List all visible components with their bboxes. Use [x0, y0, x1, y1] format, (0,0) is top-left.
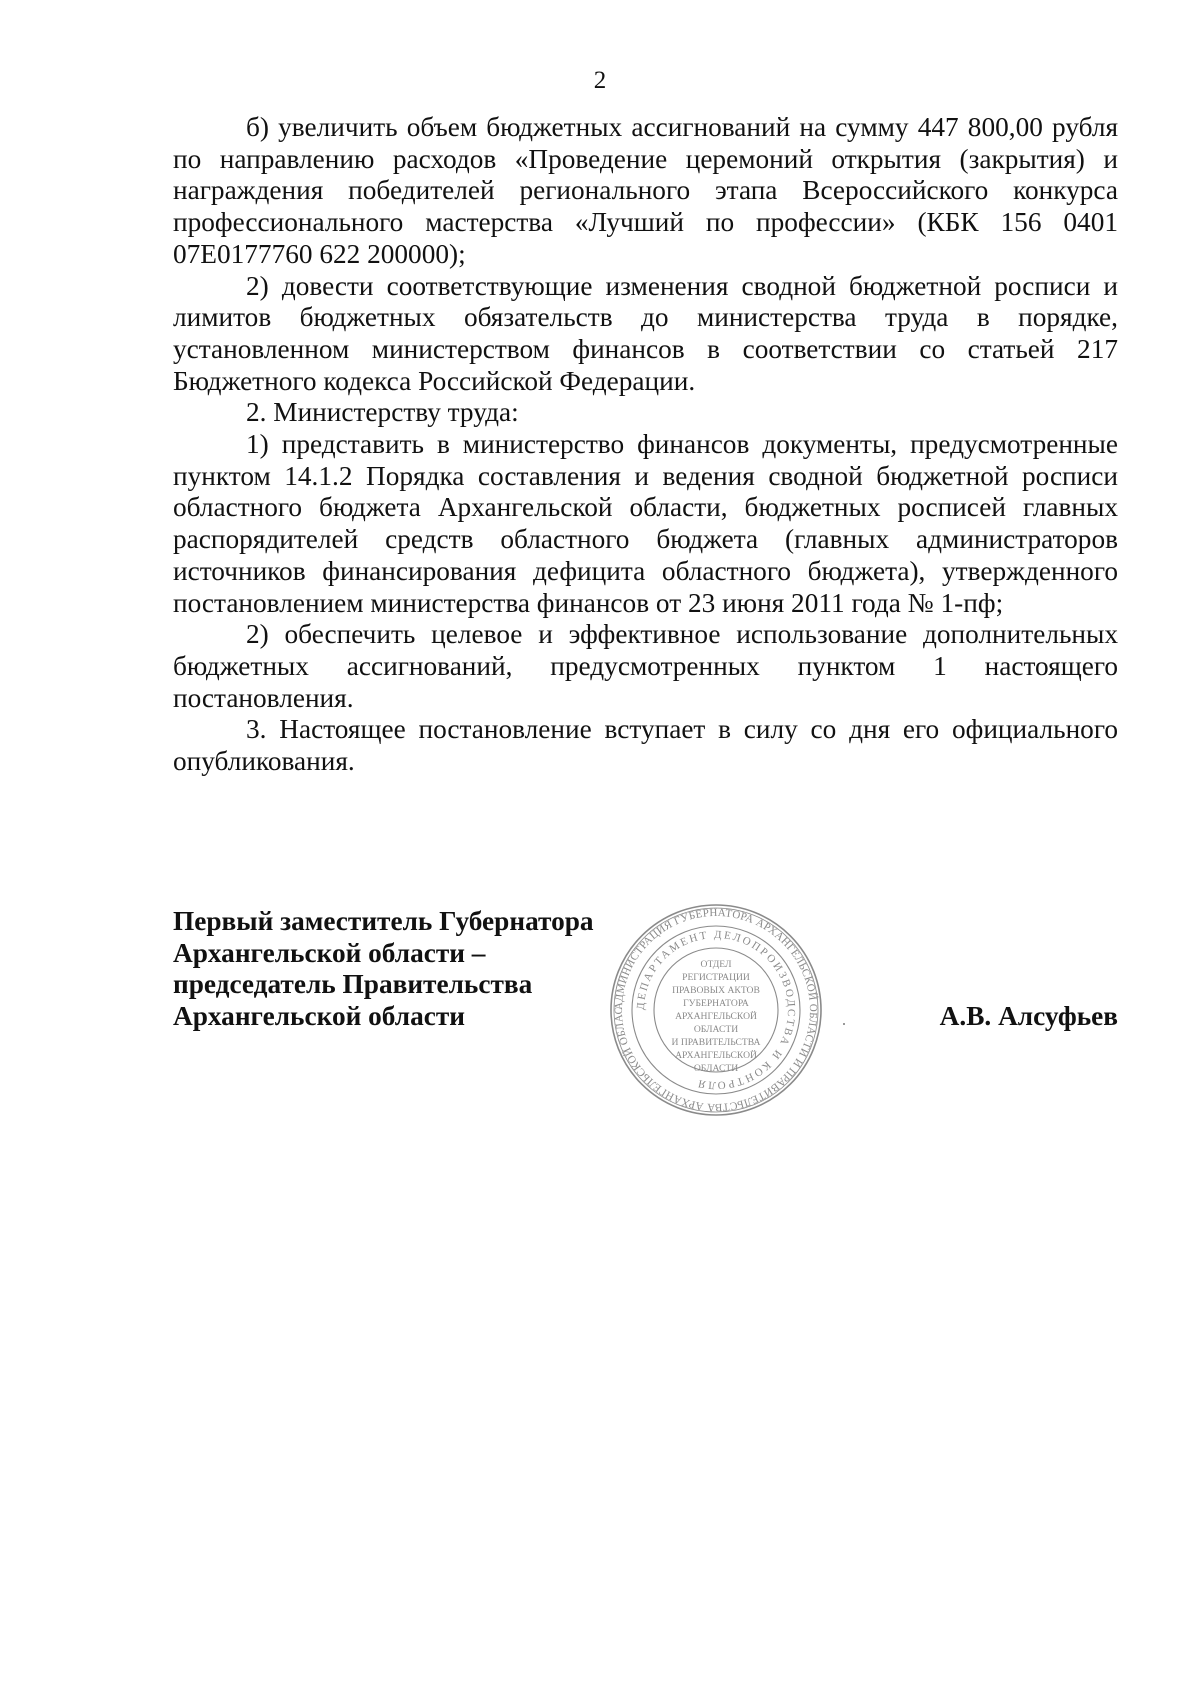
paragraph-ensure-use: 2) обеспечить целевое и эффективное использование дополнительных бюджетных ассигнований, предусмотренных пунктом 1 настоящего постановления.	[173, 619, 1118, 713]
paragraph-bring-changes: 2) довести соответствующие изменения сводной бюджетной росписи и лимитов бюджетных обязательств до министерства труда в порядке, установленном министерством финансов в соответствии со статьей 217 Бюджетного кодекса Российской Федерации.	[173, 270, 1118, 396]
seal-middle-text: ДЕПАРТАМЕНТ ДЕЛОПРОИЗВОДСТВА И КОНТРОЛЯ	[634, 928, 798, 1092]
paragraph-entry-into-force: 3. Настоящее постановление вступает в силу со дня его официального опубликования.	[173, 714, 1118, 777]
seal-center-line: ГУБЕРНАТОРА	[683, 998, 749, 1009]
official-seal	[608, 902, 824, 1118]
seal-center-line: РЕГИСТРАЦИИ	[682, 972, 750, 983]
seal-center-line: АРХАНГЕЛЬСКОЙ	[675, 1050, 757, 1061]
seal-graphic	[608, 902, 824, 1118]
paragraph-ministry-of-labor: 2. Министерству труда:	[246, 397, 519, 428]
seal-center-line: ОТДЕЛ	[700, 959, 732, 970]
signatory-title-line: Архангельской области	[173, 1000, 465, 1031]
signatory-title-line: Архангельской области –	[173, 937, 486, 968]
scan-speck	[843, 1023, 845, 1025]
signatory-title-line: Первый заместитель Губернатора	[173, 906, 594, 936]
signatory-title-line: председатель Правительства	[173, 969, 533, 999]
signatory-title	[173, 906, 594, 1032]
seal-center-line: ОБЛАСТИ	[693, 1024, 739, 1035]
seal-center-line: И ПРАВИТЕЛЬСТВА	[671, 1037, 761, 1048]
paragraph-submit-documents: 1) представить в министерство финансов документы, предусмотренные пунктом 14.1.2 Порядка составления и ведения сводной бюджетной росписи областного бюджета Архангельской области, бюджетных росписей главных распорядителей средств областного бюджета (главных администраторов источников финансирования дефицита областного бюджета), утвержденного постановлением министерства финансов от 23 июня 2011 года № 1-пф;	[173, 429, 1118, 618]
document-body	[173, 112, 1118, 778]
seal-center-line: ОБЛАСТИ	[693, 1063, 739, 1074]
signatory-name: А.В. Алсуфьев	[939, 1001, 1118, 1031]
seal-center-line: ПРАВОВЫХ АКТОВ	[672, 985, 760, 996]
seal-center-line: АРХАНГЕЛЬСКОЙ	[675, 1011, 757, 1022]
page-number: 2	[593, 67, 607, 94]
seal-outer-text: АДМИНИСТРАЦИЯ ГУБЕРНАТОРА АРХАНГЕЛЬСКОЙ ОБЛАСТИ И ПРАВИТЕЛЬСТВА АРХАНГЕЛЬСКОЙ ОБЛАС	[612, 906, 820, 1114]
paragraph-increase-allocations: б) увеличить объем бюджетных ассигнований на сумму 447 800,00 рубля по направлению расходов «Проведение церемоний открытия (закрытия) и награждения победителей регионального этапа Всероссийского конкурса профессионального мастерства «Лучший по профессии» (КБК 156 0401 07Е0177760 622 200000);	[173, 112, 1118, 269]
